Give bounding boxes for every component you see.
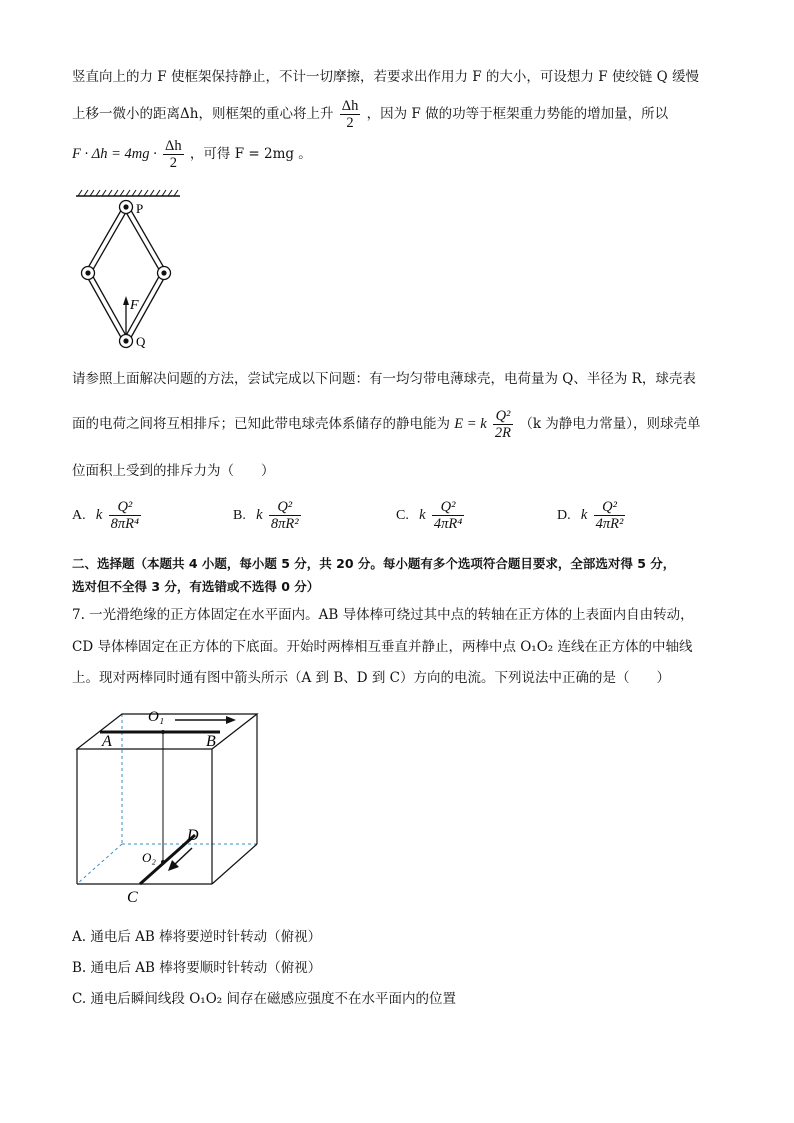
energy-denominator: 2R	[494, 425, 512, 441]
option-d-denominator: 4πR²	[595, 516, 624, 532]
label-f: F	[130, 298, 139, 313]
option-b-numerator: Q²	[269, 499, 301, 516]
question7-line-1: 7. 一光滑绝缘的正方体固定在水平面内。AB 导体棒可绕过其中点的转轴在正方体的上表面内自由转动，	[72, 607, 694, 623]
hinge-left	[82, 267, 95, 280]
label-b: B	[206, 733, 216, 750]
paragraph-line-1: 竖直向上的力 F 使框架保持静止，不计一切摩擦，若要求出作用力 F 的大小，可设想力 F 使绞链 Q 缓慢	[72, 69, 699, 85]
equation-fraction-numerator: Δh	[165, 138, 182, 154]
section2-heading-line-2: 选对但不全得 3 分，有选错或不选得 0 分）	[72, 579, 320, 594]
equation-line	[72, 136, 312, 172]
equation-fraction	[163, 138, 184, 171]
cube-figure	[70, 702, 270, 907]
option-d-fraction	[594, 499, 626, 532]
question6-line-3: 位面积上受到的排斥力为（ ）	[72, 463, 275, 479]
equation-result: ，可得 F = 2mg 。	[189, 146, 312, 162]
option-c-fraction	[432, 499, 464, 532]
option-c-numerator: Q²	[432, 499, 464, 516]
question7-line-2: CD 导体棒固定在正方体的下底面。开始时两棒相互垂直并静止，两棒中点 O₁O₂ 连线在正方体的中轴线	[72, 639, 693, 655]
label-o2: O₂	[142, 850, 156, 865]
label-o1: O₁	[148, 709, 165, 725]
paragraph-line-2	[72, 96, 668, 132]
option-d[interactable]	[557, 499, 627, 532]
hinge-p	[120, 201, 133, 214]
question7-option-b[interactable]: B. 通电后 AB 棒将要顺时针转动（俯视）	[72, 960, 322, 976]
option-a[interactable]	[72, 499, 143, 532]
point-o1	[161, 730, 165, 734]
current-arrow-a-to-b	[175, 716, 236, 724]
question7-line-3: 上。现对两棒同时通有图中箭头所示（A 到 B、D 到 C）方向的电流。下列说法中正确的是（ ）	[72, 670, 670, 686]
label-c: C	[127, 889, 138, 906]
label-a: A	[102, 733, 112, 750]
option-c-k: k	[419, 507, 426, 523]
question6-line-2-post: （k 为静电力常量），则球壳单	[519, 416, 701, 432]
equation-fraction-denominator: 2	[169, 155, 177, 171]
question6-line-2	[72, 404, 701, 444]
option-b-letter: B.	[233, 508, 246, 523]
fraction-numerator: Δh	[341, 98, 359, 114]
label-d: D	[187, 827, 199, 844]
option-d-k: k	[580, 507, 588, 523]
option-a-denominator: 8πR⁴	[110, 516, 140, 532]
option-a-numerator: Q²	[109, 499, 141, 516]
option-b-denominator: 8πR²	[270, 516, 299, 532]
paragraph-line-2-pre: 上移一微小的距离Δh，则框架的重心将上升	[72, 106, 334, 122]
fraction-denominator: 2	[346, 115, 354, 131]
question7-option-a[interactable]: A. 通电后 AB 棒将要逆时针转动（俯视）	[72, 929, 322, 945]
energy-numerator: Q²	[493, 408, 513, 425]
option-a-letter: A.	[72, 508, 86, 523]
force-arrow	[123, 296, 129, 334]
option-c-letter: C.	[396, 508, 409, 523]
rhombus-frame-figure	[68, 188, 198, 353]
option-c[interactable]	[396, 499, 466, 532]
option-b[interactable]	[233, 499, 303, 532]
energy-lhs: E = k	[454, 416, 487, 432]
section2-heading-line-1: 二、选择题（本题共 4 小题，每小题 5 分，共 20 分。每小题有多个选项符合题目要求，全部选对得 5 分，	[72, 556, 676, 571]
question6-line-1: 请参照上面解决问题的方法，尝试完成以下问题：有一均匀带电薄球壳，电荷量为 Q、半径为 R，球壳表	[72, 371, 696, 387]
option-b-fraction	[269, 499, 301, 532]
paragraph-line-2-post: ，因为 F 做的功等于框架重力势能的增加量，所以	[366, 106, 669, 122]
hinge-q	[120, 335, 133, 348]
option-b-k: k	[256, 507, 263, 523]
fraction-delta-h-over-2	[340, 98, 361, 131]
option-a-fraction	[109, 499, 141, 532]
question6-line-2-pre: 面的电荷之间将互相排斥；已知此带电球壳体系储存的静电能为	[72, 416, 450, 432]
label-q: Q	[136, 334, 146, 349]
question7-option-c[interactable]: C. 通电后瞬间线段 O₁O₂ 间存在磁感应强度不在水平面内的位置	[72, 991, 456, 1007]
energy-fraction	[493, 408, 513, 441]
option-d-letter: D.	[557, 508, 571, 523]
option-a-k: k	[95, 507, 103, 523]
equation-lhs: F · Δh = 4mg ·	[72, 146, 157, 162]
option-c-denominator: 4πR⁴	[433, 516, 463, 532]
hinge-right	[158, 267, 171, 280]
ceiling-hatching	[76, 190, 180, 196]
option-d-numerator: Q²	[594, 499, 626, 516]
current-arrow-d-to-c	[168, 848, 192, 871]
label-p: P	[136, 201, 144, 216]
